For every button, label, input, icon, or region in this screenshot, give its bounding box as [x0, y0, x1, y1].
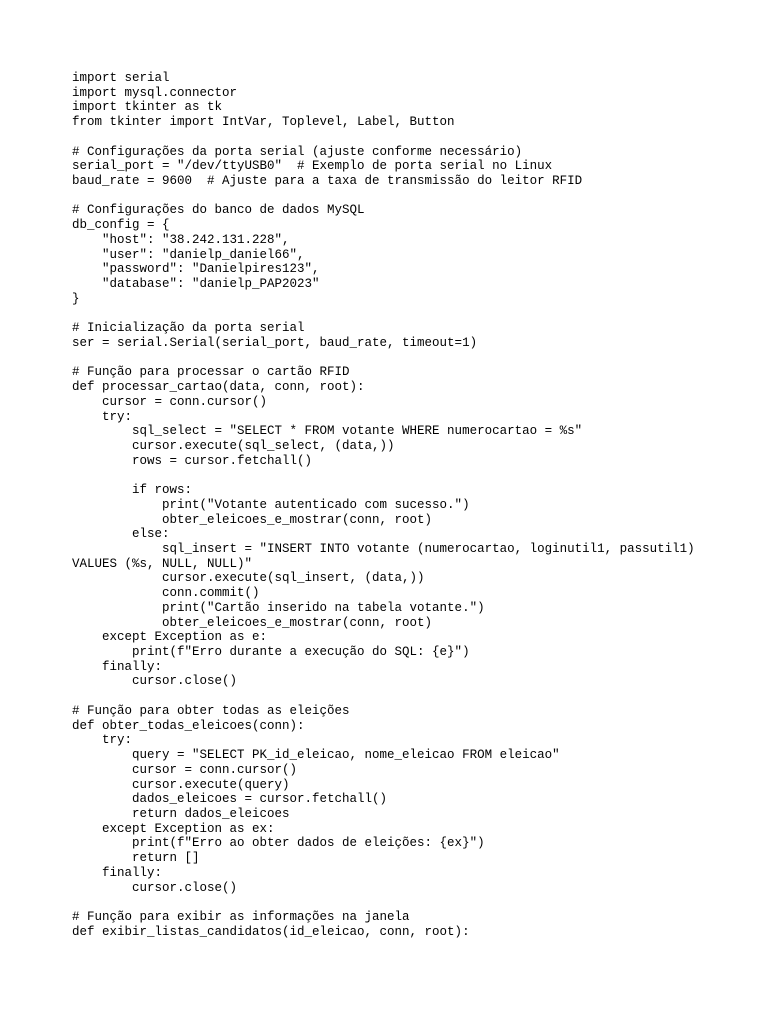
- code-line: conn.commit(): [72, 586, 260, 601]
- code-line: }: [72, 291, 80, 306]
- code-line: obter_eleicoes_e_mostrar(conn, root): [72, 615, 433, 630]
- code-line: except Exception as e:: [72, 630, 268, 645]
- code-line: # Função para exibir as informações na janela: [72, 909, 410, 924]
- code-line: rows = cursor.fetchall(): [72, 453, 313, 468]
- code-line: dados_eleicoes = cursor.fetchall(): [72, 792, 388, 807]
- blank-line: [72, 895, 762, 910]
- code-line: # Função para obter todas as eleições: [72, 703, 350, 718]
- blank-line: [72, 130, 762, 145]
- code-line: serial_port = "/dev/ttyUSB0" # Exemplo de porta serial no Linux: [72, 159, 553, 174]
- code-line: obter_eleicoes_e_mostrar(conn, root): [72, 512, 433, 527]
- code-line: def obter_todas_eleicoes(conn):: [72, 718, 305, 733]
- code-line: cursor.execute(query): [72, 777, 290, 792]
- code-line: ser = serial.Serial(serial_port, baud_rate, timeout=1): [72, 335, 478, 350]
- code-line: def exibir_listas_candidatos(id_eleicao, conn, root):: [72, 924, 470, 939]
- code-line: try:: [72, 733, 133, 748]
- code-line: query = "SELECT PK_id_eleicao, nome_eleicao FROM eleicao": [72, 748, 560, 763]
- code-line: db_config = {: [72, 218, 170, 233]
- code-line: except Exception as ex:: [72, 821, 275, 836]
- code-line: "user": "danielp_daniel66",: [72, 247, 305, 262]
- code-line: try:: [72, 409, 133, 424]
- code-line: finally:: [72, 865, 163, 880]
- code-line: baud_rate = 9600 # Ajuste para a taxa de transmissão do leitor RFID: [72, 174, 583, 189]
- code-line: import mysql.connector: [72, 85, 238, 100]
- blank-line: [72, 689, 762, 704]
- code-block: [72, 71, 762, 939]
- code-line: cursor.close(): [72, 880, 238, 895]
- code-line: return dados_eleicoes: [72, 806, 290, 821]
- code-line: cursor = conn.cursor(): [72, 762, 298, 777]
- code-line: sql_insert = "INSERT INTO votante (numerocartao, loginutil1, passutil1): [72, 542, 695, 556]
- blank-line: [72, 351, 762, 366]
- code-line: else:: [72, 527, 170, 542]
- code-line: # Inicialização da porta serial: [72, 321, 305, 336]
- code-line: "host": "38.242.131.228",: [72, 232, 290, 247]
- code-line: # Função para processar o cartão RFID: [72, 365, 350, 380]
- code-line: cursor.execute(sql_select, (data,)): [72, 438, 395, 453]
- code-line: sql_select = "SELECT * FROM votante WHERE numerocartao = %s": [72, 424, 583, 439]
- blank-line: [72, 307, 762, 322]
- blank-line: [72, 189, 762, 204]
- code-line: return []: [72, 851, 200, 866]
- blank-line: [72, 468, 762, 483]
- code-line: "database": "danielp_PAP2023": [72, 277, 320, 292]
- code-line: # Configurações da porta serial (ajuste conforme necessário): [72, 144, 523, 159]
- code-line: if rows:: [72, 483, 193, 498]
- code-line: import tkinter as tk: [72, 100, 223, 115]
- code-line: finally:: [72, 659, 163, 674]
- code-line: # Configurações do banco de dados MySQL: [72, 203, 365, 218]
- code-line: from tkinter import IntVar, Toplevel, Label, Button: [72, 115, 455, 130]
- code-line: print(f"Erro ao obter dados de eleições: {ex}"): [72, 836, 485, 851]
- code-line: cursor = conn.cursor(): [72, 394, 268, 409]
- code-line: "password": "Danielpires123",: [72, 262, 320, 277]
- code-line: import serial: [72, 71, 170, 85]
- code-line: print("Cartão inserido na tabela votante."): [72, 600, 485, 615]
- code-line: print("Votante autenticado com sucesso."): [72, 497, 470, 512]
- code-line: print(f"Erro durante a execução do SQL: {e}"): [72, 645, 470, 660]
- code-line: cursor.close(): [72, 674, 238, 689]
- code-line: cursor.execute(sql_insert, (data,)): [72, 571, 425, 586]
- code-line: VALUES (%s, NULL, NULL)": [72, 556, 253, 571]
- code-line: def processar_cartao(data, conn, root):: [72, 380, 365, 395]
